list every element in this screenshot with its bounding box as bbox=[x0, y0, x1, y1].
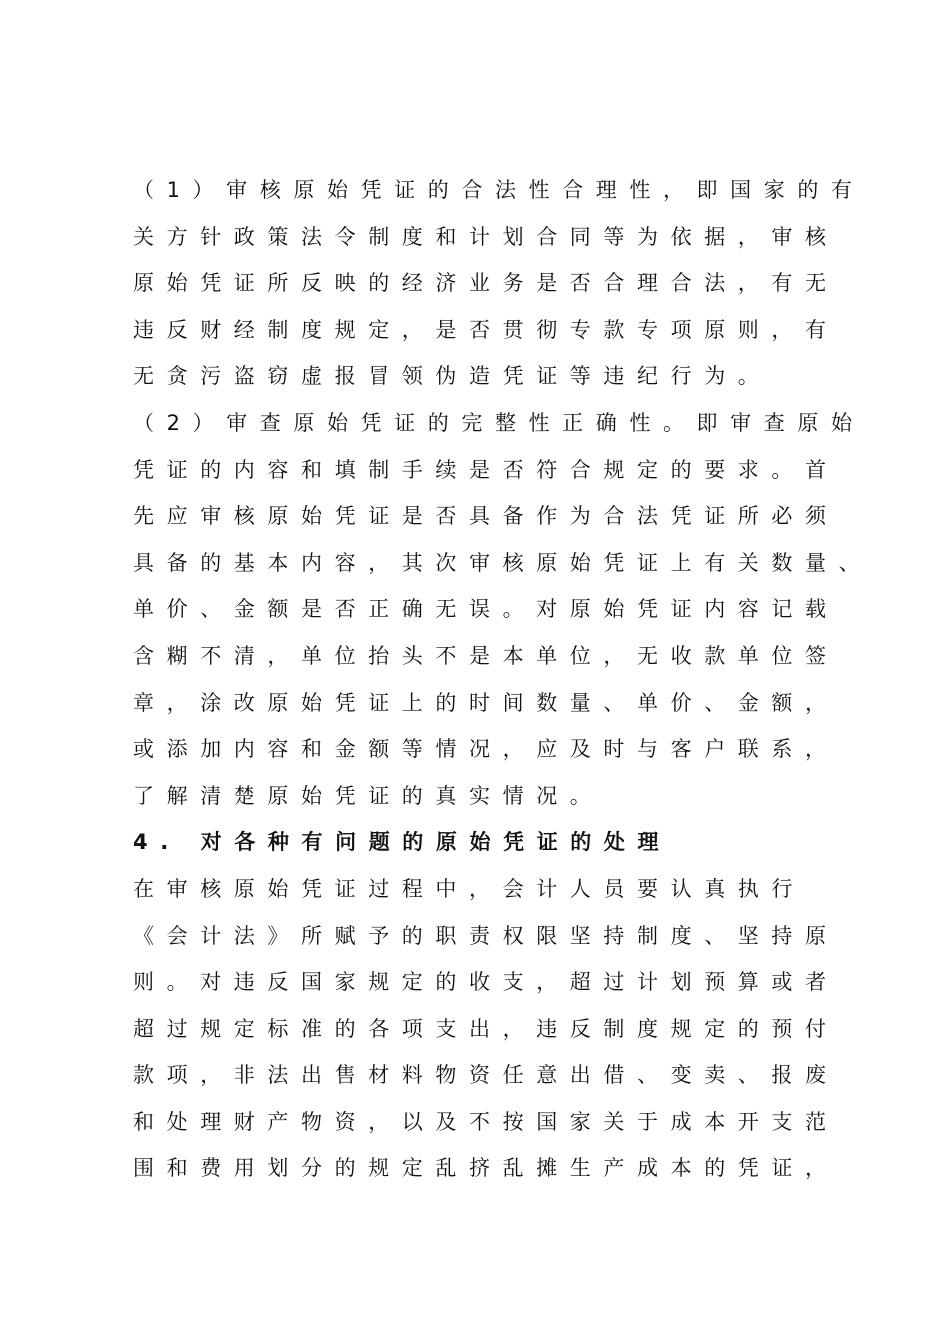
text-line: 含糊不清，单位抬头不是本单位，无收款单位签 bbox=[133, 643, 839, 668]
text-line: 款项，非法出售材料物资任意出借、变卖、报废 bbox=[133, 1063, 839, 1088]
section-heading: 4. 对各种有问题的原始凭证的处理 bbox=[133, 830, 672, 855]
text-line: 无贪污盗窃虚报冒领伪造凭证等违纪行为。 bbox=[133, 364, 772, 389]
text-line: 则。对违反国家规定的收支，超过计划预算或者 bbox=[133, 970, 839, 995]
text-line: 了解清楚原始凭证的真实情况。 bbox=[133, 783, 604, 808]
text-line: 单价、金额是否正确无误。对原始凭证内容记载 bbox=[133, 597, 839, 622]
text-line: 违反财经制度规定，是否贯彻专款专项原则，有 bbox=[133, 317, 839, 342]
text-line: 围和费用划分的规定乱挤乱摊生产成本的凭证， bbox=[133, 1156, 839, 1181]
text-line: 超过规定标准的各项支出，违反制度规定的预付 bbox=[133, 1016, 839, 1041]
text-line: 先应审核原始凭证是否具备作为合法凭证所必须 bbox=[133, 504, 839, 529]
text-line: 具备的基本内容，其次审核原始凭证上有关数量、 bbox=[133, 550, 873, 575]
document-body bbox=[133, 167, 873, 1192]
text-line: 原始凭证所反映的经济业务是否合理合法，有无 bbox=[133, 271, 839, 296]
text-line: 凭证的内容和填制手续是否符合规定的要求。首 bbox=[133, 457, 839, 482]
text-line: 和处理财产物资，以及不按国家关于成本开支范 bbox=[133, 1109, 839, 1134]
text-line: 《会计法》所赋予的职责权限坚持制度、坚持原 bbox=[133, 923, 839, 948]
text-line: 章，涂改原始凭证上的时间数量、单价、金额， bbox=[133, 690, 839, 715]
text-line: 或添加内容和金额等情况，应及时与客户联系， bbox=[133, 737, 839, 762]
text-line: （2）审查原始凭证的完整性正确性。即审查原始 bbox=[133, 410, 865, 435]
text-line: 在审核原始凭证过程中，会计人员要认真执行 bbox=[133, 876, 805, 901]
text-line: （1）审核原始凭证的合法性合理性，即国家的有 bbox=[133, 178, 865, 202]
text-line: 关方针政策法令制度和计划合同等为依据，审核 bbox=[133, 224, 839, 249]
